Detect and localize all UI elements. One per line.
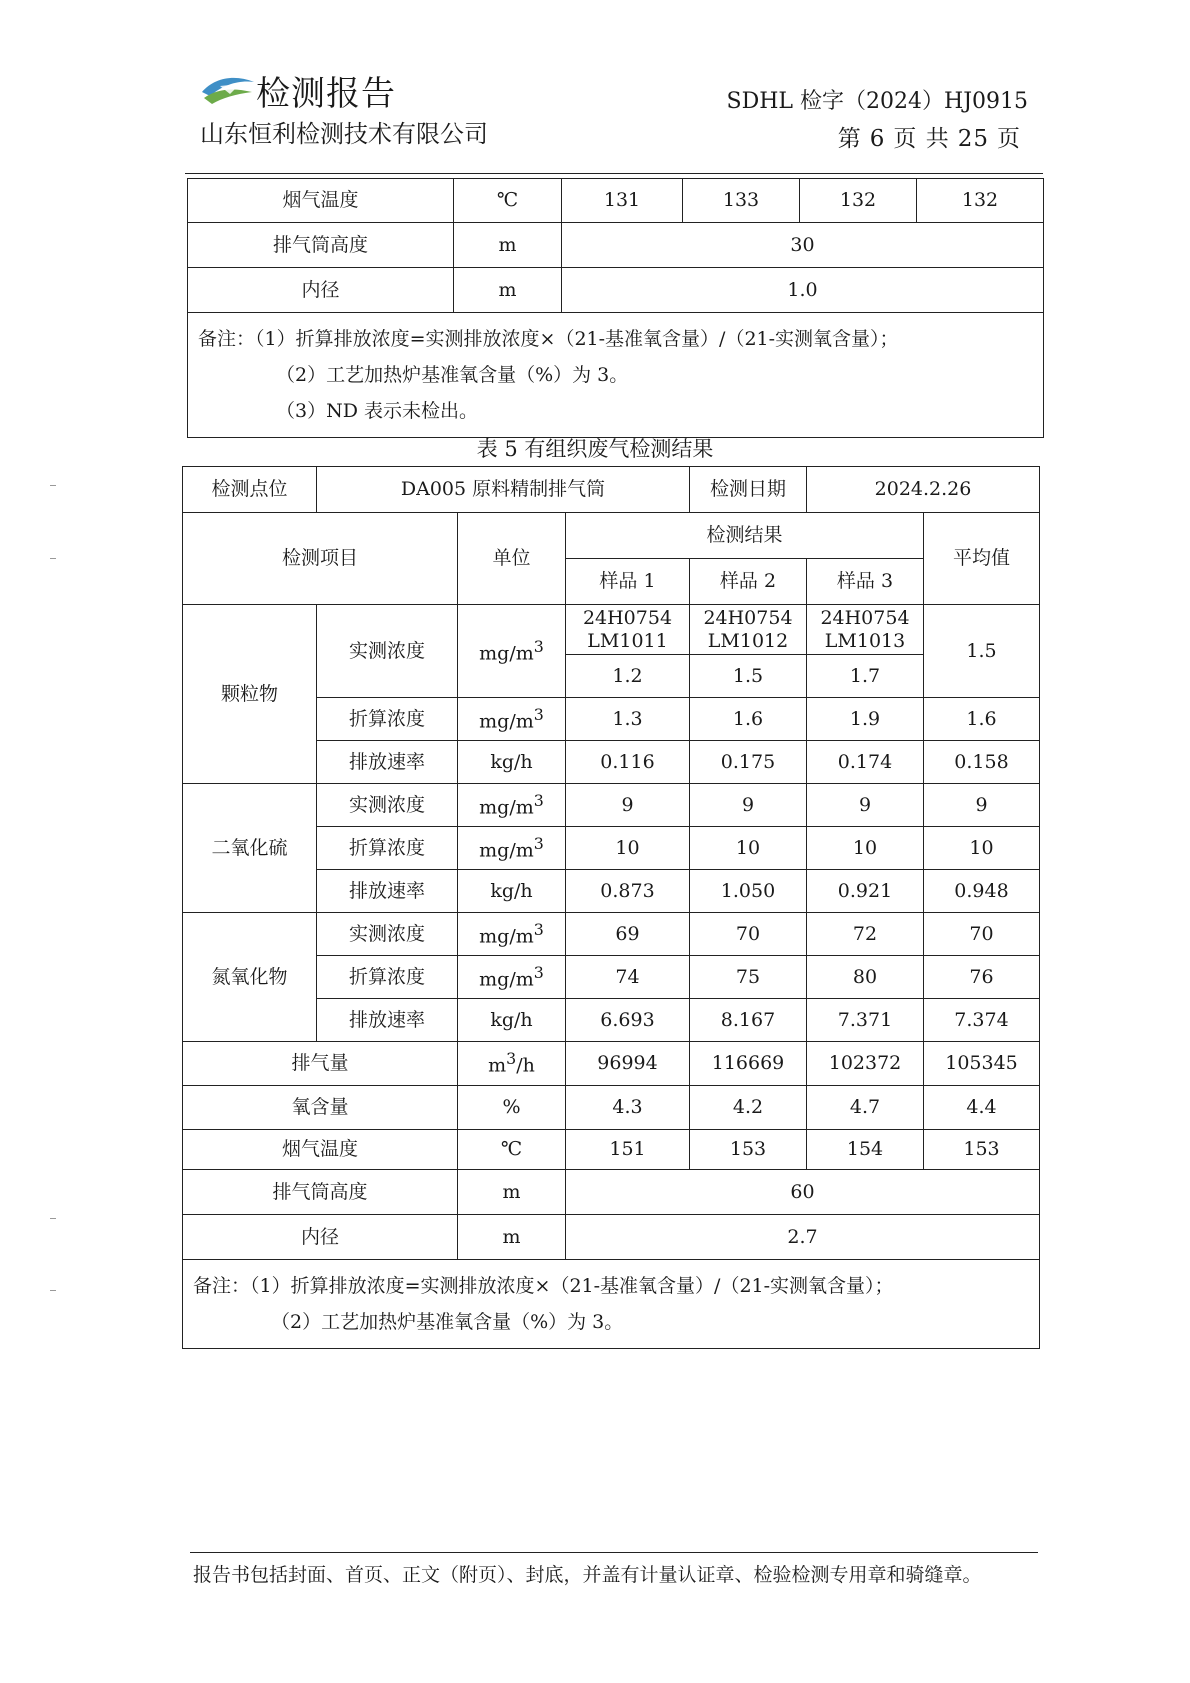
notes-row (183, 1260, 1040, 1349)
sample-id: 24H0754 LM1011 (566, 605, 690, 655)
row-value: 1.9 (807, 698, 924, 741)
row-value: 1.050 (690, 870, 807, 913)
row-merged-value: 1.0 (562, 268, 1044, 313)
row-value: 1.7 (807, 655, 924, 698)
report-code: SDHL 检字（2024）HJ0915 (726, 89, 1028, 114)
row-merged-value: 60 (566, 1170, 1040, 1215)
row-average: 153 (924, 1130, 1040, 1170)
row-value: 0.116 (566, 741, 690, 784)
table-row (183, 913, 1040, 956)
row-average: 0.948 (924, 870, 1040, 913)
row-value: 116669 (690, 1042, 807, 1086)
row-unit: kg/h (458, 999, 566, 1042)
row-item: 内径 (188, 268, 454, 313)
row-value: 133 (683, 179, 800, 223)
row-value: 1.2 (566, 655, 690, 698)
row-unit: ℃ (454, 179, 562, 223)
table-row (183, 467, 1040, 513)
point-value: DA005 原料精制排气筒 (317, 467, 690, 513)
row-value: 1.3 (566, 698, 690, 741)
page-suffix: 页 (997, 126, 1021, 152)
table-row (188, 179, 1044, 223)
row-unit: m (454, 268, 562, 313)
sample-id: 24H0754 LM1013 (807, 605, 924, 655)
row-merged-value: 30 (562, 223, 1044, 268)
table-row (183, 605, 1040, 655)
company-logo-icon (200, 70, 256, 106)
row-unit: m (458, 1215, 566, 1260)
page-current: 6 (869, 126, 886, 152)
row-unit: % (458, 1086, 566, 1130)
row-value: 153 (690, 1130, 807, 1170)
row-average: 0.158 (924, 741, 1040, 784)
row-item: 烟气温度 (183, 1130, 458, 1170)
row-unit: ℃ (458, 1130, 566, 1170)
row-merged-value: 2.7 (566, 1215, 1040, 1260)
sample-header: 样品 3 (807, 559, 924, 605)
row-value: 151 (566, 1130, 690, 1170)
date-value: 2024.2.26 (807, 467, 1040, 513)
table-row (183, 1130, 1040, 1170)
row-item: 氧含量 (183, 1086, 458, 1130)
row-item: 内径 (183, 1215, 458, 1260)
row-unit: $mg/m^3$ (458, 827, 566, 870)
row-item: 烟气温度 (188, 179, 454, 223)
row-sub-item: 折算浓度 (317, 956, 458, 999)
row-value: 154 (807, 1130, 924, 1170)
notes-cell (183, 1260, 1040, 1349)
sample-id: 24H0754 LM1012 (690, 605, 807, 655)
row-value: 0.174 (807, 741, 924, 784)
col-results-header: 检测结果 (566, 513, 924, 559)
point-label: 检测点位 (183, 467, 317, 513)
page-indicator (834, 120, 1025, 153)
row-value: 6.693 (566, 999, 690, 1042)
row-unit: $mg/m^3$ (458, 956, 566, 999)
row-value: 1.6 (690, 698, 807, 741)
header-divider (185, 173, 1043, 174)
row-item: 排气筒高度 (188, 223, 454, 268)
sample-header: 样品 2 (690, 559, 807, 605)
row-unit: $m^3/h$ (458, 1042, 566, 1086)
table-row (183, 1170, 1040, 1215)
row-value: 4.7 (807, 1086, 924, 1130)
row-value: 132 (917, 179, 1044, 223)
row-value: 10 (690, 827, 807, 870)
group-name: 二氧化硫 (183, 784, 317, 913)
footer-divider (190, 1552, 1038, 1553)
notes-cell (188, 313, 1044, 438)
note-line: （3）ND 表示未检出。 (276, 400, 478, 422)
sample-header: 样品 1 (566, 559, 690, 605)
row-value: 9 (566, 784, 690, 827)
table5-caption: 表 5 有组织废气检测结果 (476, 437, 714, 461)
row-value: 80 (807, 956, 924, 999)
row-unit: m (454, 223, 562, 268)
row-sub-item: 实测浓度 (317, 605, 458, 698)
scan-margin-mark (50, 558, 56, 559)
scan-margin-mark (50, 1218, 56, 1219)
row-value: 0.873 (566, 870, 690, 913)
row-average: 10 (924, 827, 1040, 870)
row-value: 7.371 (807, 999, 924, 1042)
row-value: 1.5 (690, 655, 807, 698)
row-value: 74 (566, 956, 690, 999)
group-name: 氮氧化物 (183, 913, 317, 1042)
row-item: 排气量 (183, 1042, 458, 1086)
row-sub-item: 实测浓度 (317, 913, 458, 956)
notes-row (188, 313, 1044, 438)
row-sub-item: 排放速率 (317, 999, 458, 1042)
row-value: 102372 (807, 1042, 924, 1086)
note-text: （1）折算排放浓度=实测排放浓度×（21-基准氧含量）/（21-实测氧含量）； (250, 1275, 894, 1297)
row-unit: $mg/m^3$ (458, 605, 566, 698)
note-line: （2）工艺加热炉基准氧含量（%）为 3。 (276, 364, 629, 386)
row-item: 排气筒高度 (183, 1170, 458, 1215)
row-unit: kg/h (458, 870, 566, 913)
row-sub-item: 折算浓度 (317, 827, 458, 870)
row-average: 1.6 (924, 698, 1040, 741)
row-unit: $mg/m^3$ (458, 784, 566, 827)
row-value: 96994 (566, 1042, 690, 1086)
row-value: 72 (807, 913, 924, 956)
row-average: 7.374 (924, 999, 1040, 1042)
row-value: 4.2 (690, 1086, 807, 1130)
date-label: 检测日期 (690, 467, 807, 513)
company-name: 山东恒利检测技术有限公司 (200, 120, 488, 148)
table-row (183, 1215, 1040, 1260)
note-text: （1）折算排放浓度=实测排放浓度×（21-基准氧含量）/（21-实测氧含量）； (255, 328, 899, 350)
report-header (0, 0, 1190, 160)
table-row (183, 1042, 1040, 1086)
footer-text: 报告书包括封面、首页、正文（附页）、封底，并盖有计量认证章、检验检测专用章和骑缝章。 (193, 1564, 982, 1586)
table-row (188, 268, 1044, 313)
scan-margin-mark (50, 1290, 56, 1291)
row-value: 9 (690, 784, 807, 827)
row-value: 4.3 (566, 1086, 690, 1130)
col-avg-header: 平均值 (924, 513, 1040, 605)
row-value: 10 (566, 827, 690, 870)
table-row (183, 513, 1040, 559)
row-value: 131 (562, 179, 683, 223)
col-item-header: 检测项目 (183, 513, 458, 605)
row-average: 76 (924, 956, 1040, 999)
row-unit: $mg/m^3$ (458, 698, 566, 741)
row-sub-item: 排放速率 (317, 870, 458, 913)
row-unit: $mg/m^3$ (458, 913, 566, 956)
page-total: 25 (957, 126, 989, 152)
row-sub-item: 排放速率 (317, 741, 458, 784)
notes-label: 备注： (198, 328, 256, 350)
scan-margin-mark (50, 485, 56, 486)
row-value: 9 (807, 784, 924, 827)
row-average: 9 (924, 784, 1040, 827)
row-sub-item: 实测浓度 (317, 784, 458, 827)
report-title: 检测报告 (256, 74, 396, 114)
row-average: 1.5 (924, 605, 1040, 698)
notes-label: 备注： (193, 1275, 251, 1297)
note-line (198, 321, 1033, 357)
table-row (183, 784, 1040, 827)
table-row (188, 223, 1044, 268)
row-value: 8.167 (690, 999, 807, 1042)
row-value: 75 (690, 956, 807, 999)
row-value: 132 (800, 179, 917, 223)
row-unit: kg/h (458, 741, 566, 784)
col-unit-header: 单位 (458, 513, 566, 605)
row-value: 0.175 (690, 741, 807, 784)
row-value: 0.921 (807, 870, 924, 913)
table5-emission-results (182, 466, 1040, 1349)
row-average: 70 (924, 913, 1040, 956)
row-value: 10 (807, 827, 924, 870)
row-average: 4.4 (924, 1086, 1040, 1130)
note-line: （2）工艺加热炉基准氧含量（%）为 3。 (271, 1311, 624, 1333)
row-sub-item: 折算浓度 (317, 698, 458, 741)
row-unit: m (458, 1170, 566, 1215)
table-row (183, 1086, 1040, 1130)
group-name: 颗粒物 (183, 605, 317, 784)
note-line (193, 1268, 1029, 1304)
page-prefix: 第 (837, 126, 862, 152)
row-value: 70 (690, 913, 807, 956)
row-average: 105345 (924, 1042, 1040, 1086)
row-value: 69 (566, 913, 690, 956)
page-mid: 页 共 (893, 126, 950, 152)
previous-table-continuation (187, 178, 1044, 438)
